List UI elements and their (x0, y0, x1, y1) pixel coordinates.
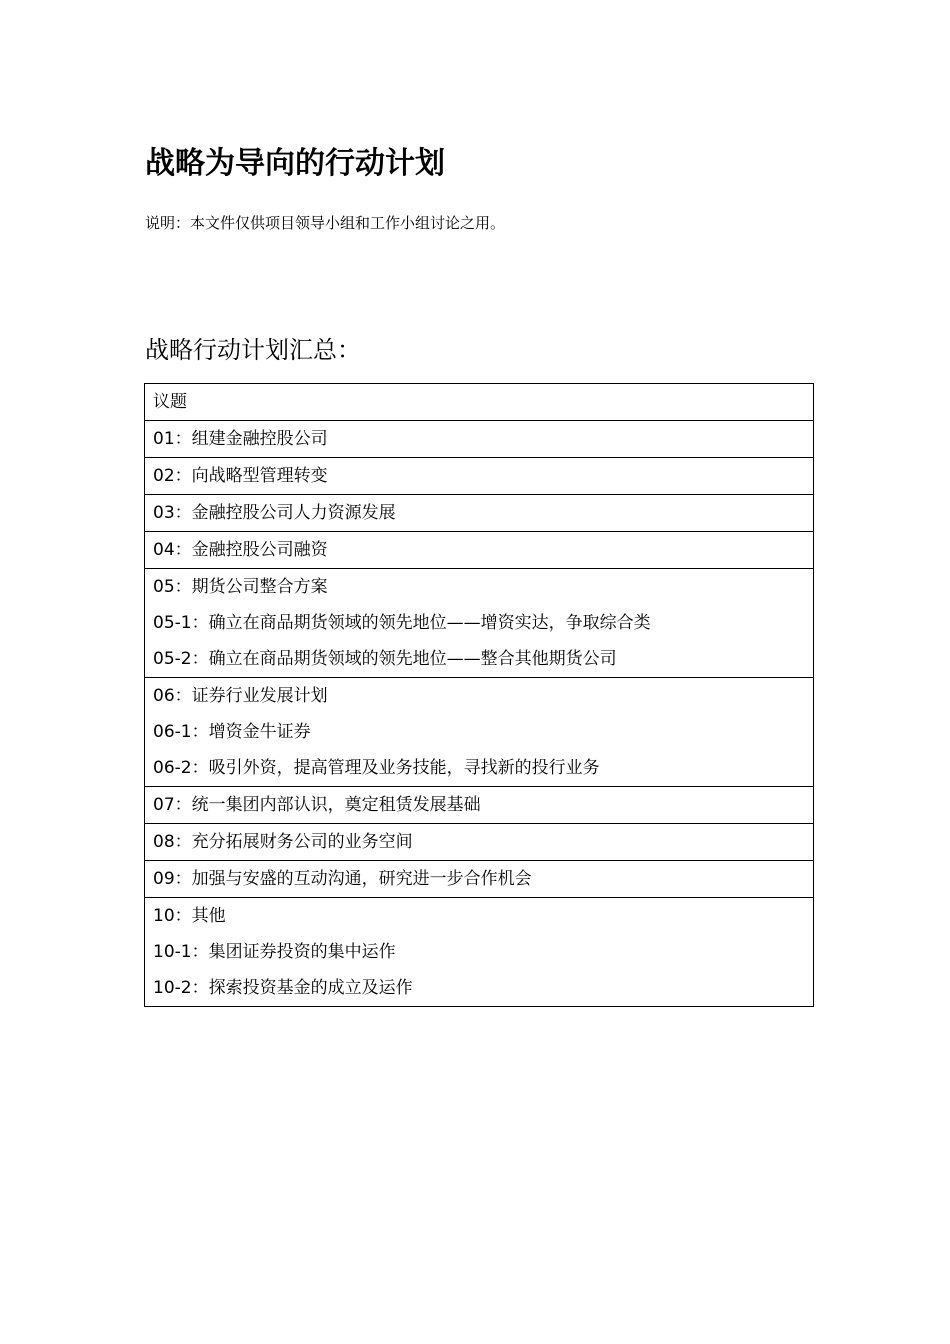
table-row (145, 569, 814, 678)
table-row (145, 678, 814, 787)
agenda-line: 05：期货公司整合方案 (153, 577, 328, 597)
agenda-table (144, 383, 814, 1007)
agenda-line: 03：金融控股公司人力资源发展 (153, 503, 396, 523)
table-cell (145, 495, 814, 532)
table-cell (145, 678, 814, 787)
agenda-line: 议题 (153, 392, 187, 412)
agenda-line: 06：证券行业发展计划 (153, 686, 328, 706)
document-note: 说明：本文件仅供项目领导小组和工作小组讨论之用。 (145, 214, 506, 232)
agenda-line: 07：统一集团内部认识，奠定租赁发展基础 (153, 795, 481, 815)
agenda-subline: 06-2：吸引外资，提高管理及业务技能，寻找新的投行业务 (153, 758, 600, 778)
table-row (145, 532, 814, 569)
agenda-line: 04：金融控股公司融资 (153, 540, 328, 560)
agenda-subline: 06-1：增资金牛证券 (153, 722, 311, 742)
table-row (145, 898, 814, 1007)
agenda-line: 02：向战略型管理转变 (153, 466, 328, 486)
table-row (145, 824, 814, 861)
table-cell (145, 458, 814, 495)
table-row (145, 861, 814, 898)
agenda-line: 09：加强与安盛的互动沟通，研究进一步合作机会 (153, 869, 532, 889)
table-cell (145, 532, 814, 569)
table-cell (145, 787, 814, 824)
agenda-line: 10：其他 (153, 906, 226, 926)
table-row (145, 421, 814, 458)
agenda-line: 08：充分拓展财务公司的业务空间 (153, 832, 413, 852)
table-cell (145, 898, 814, 1007)
agenda-line: 01：组建金融控股公司 (153, 429, 328, 449)
section-heading: 战略行动计划汇总： (145, 336, 361, 364)
table-row (145, 787, 814, 824)
table-cell (145, 569, 814, 678)
table-row (145, 458, 814, 495)
table-cell (145, 861, 814, 898)
agenda-subline: 05-1：确立在商品期货领域的领先地位——增资实达，争取综合类 (153, 613, 651, 633)
table-cell (145, 824, 814, 861)
document-title: 战略为导向的行动计划 (145, 146, 445, 181)
agenda-subline: 10-1：集团证券投资的集中运作 (153, 942, 396, 962)
table-row (145, 384, 814, 421)
agenda-subline: 10-2：探索投资基金的成立及运作 (153, 978, 413, 998)
table-cell (145, 384, 814, 421)
agenda-subline: 05-2：确立在商品期货领域的领先地位——整合其他期货公司 (153, 649, 617, 669)
table-row (145, 495, 814, 532)
table-cell (145, 421, 814, 458)
